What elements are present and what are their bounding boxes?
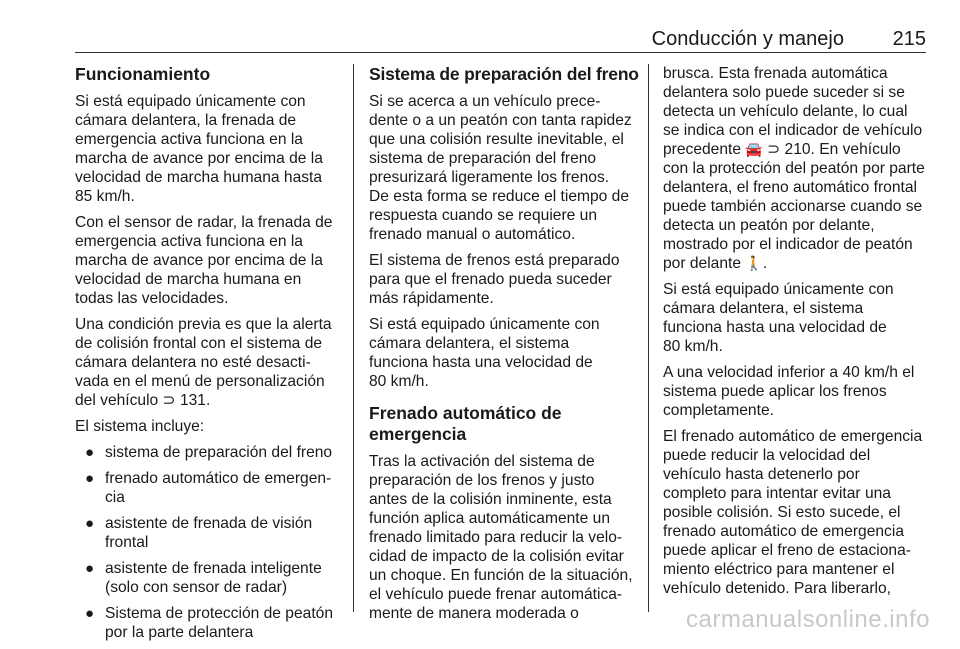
- bullet-icon: ●: [85, 470, 95, 487]
- list-item: [75, 559, 347, 597]
- text-line: que una colisión resulte inevitable, el: [369, 131, 624, 148]
- text-line: velocidad de marcha humana en: [75, 271, 302, 288]
- text-line: De esta forma se reduce el tiempo de: [369, 188, 630, 205]
- text-line: posible colisión. Si esto sucede, el: [663, 504, 901, 521]
- text-line: Con el sensor de radar, la frenada de: [75, 214, 333, 231]
- list-item: [75, 443, 347, 462]
- column-1: [75, 64, 347, 649]
- text-line: puede aplicar el freno de estaciona-: [663, 542, 911, 559]
- bullet-icon: ●: [85, 515, 95, 532]
- text-line: marcha de avance por encima de la: [75, 150, 323, 167]
- text-line: sistema de preparación del freno: [105, 444, 333, 461]
- text-line: presurizará ligeramente los frenos.: [369, 169, 610, 186]
- section-heading-funcionamiento: Funcionamiento: [75, 64, 211, 84]
- paragraph: [369, 315, 635, 391]
- text-line: velocidad de marcha humana hasta: [75, 169, 323, 186]
- text-line: frenado automático de emergencia: [663, 523, 904, 540]
- text-fragment: ⊃ 210. En vehículo: [762, 141, 901, 158]
- text-line: del vehículo ⊃ 131.: [75, 392, 211, 409]
- text-line: 80 km/h.: [369, 373, 429, 390]
- paragraph: [663, 427, 927, 598]
- text-line: cámara delantera, el sistema: [369, 335, 570, 352]
- text-line: frenado manual o automático.: [369, 226, 576, 243]
- text-line: completamente.: [663, 402, 774, 419]
- text-line: por la parte delantera: [105, 624, 254, 641]
- text-line: de colisión frontal con el sistema de: [75, 335, 323, 352]
- feature-list: [75, 443, 347, 642]
- bullet-icon: ●: [85, 605, 95, 622]
- text-line: un choque. En función de la situación,: [369, 567, 633, 584]
- paragraph: El sistema incluye:: [75, 418, 205, 435]
- paragraph: [369, 251, 635, 308]
- text-line: cámara delantera no esté desacti-: [75, 354, 311, 371]
- text-line: Si está equipado únicamente con: [75, 93, 306, 110]
- text-line: miento eléctrico para mantener el: [663, 561, 895, 578]
- list-item: [75, 514, 347, 552]
- column-3: [663, 64, 927, 605]
- page-title: Conducción y manejo: [651, 28, 844, 50]
- text-line: con la protección del peatón por parte: [663, 160, 925, 177]
- text-line: Si se acerca a un vehículo prece-: [369, 93, 601, 110]
- text-line: asistente de frenada inteligente: [105, 560, 322, 577]
- text-line: funciona hasta una velocidad de: [369, 354, 593, 371]
- text-line: Si está equipado únicamente con: [369, 316, 600, 333]
- column-divider: [353, 64, 354, 612]
- page-number: 215: [892, 28, 926, 50]
- column-divider: [648, 64, 649, 612]
- text-line: funciona hasta una velocidad de: [663, 319, 887, 336]
- text-line: 85 km/h.: [75, 188, 135, 205]
- text-line: 80 km/h.: [663, 338, 723, 355]
- column-2: [369, 64, 639, 630]
- text-line: cia: [105, 489, 125, 506]
- text-line: se indica con el indicador de vehículo: [663, 122, 923, 139]
- text-line: completo para intentar evitar una: [663, 485, 891, 502]
- list-item: [75, 469, 347, 507]
- paragraph: [663, 64, 927, 273]
- text-line: El frenado automático de emergencia: [663, 428, 923, 445]
- text-line: detecta un vehículo delante, lo cual: [663, 103, 908, 120]
- bullet-icon: ●: [85, 560, 95, 577]
- text-line: el vehículo puede frenar automática-: [369, 586, 623, 603]
- page-header: [75, 22, 926, 53]
- text-line: A una velocidad inferior a 40 km/h el: [663, 364, 915, 381]
- vehicle-ahead-icon: 🚘: [745, 141, 763, 157]
- text-line: todas las velocidades.: [75, 290, 229, 307]
- section-heading-preparacion-freno: Sistema de preparación del freno: [369, 64, 639, 84]
- text-line: vada en el menú de personalización: [75, 373, 325, 390]
- text-line: antes de la colisión inminente, esta: [369, 491, 612, 508]
- text-line: Tras la activación del sistema de: [369, 453, 595, 470]
- paragraph: [75, 213, 347, 308]
- text-line: [663, 254, 927, 273]
- watermark: carmanualsonline.info: [686, 606, 930, 633]
- heading-line: emergencia: [369, 424, 467, 444]
- text-line: preparación de los frenos y justo: [369, 472, 595, 489]
- text-line: emergencia activa funciona en la: [75, 233, 303, 250]
- text-fragment: por delante: [663, 255, 746, 272]
- paragraph: [369, 92, 635, 244]
- text-line: emergencia activa funciona en la: [75, 131, 303, 148]
- text-line: mostrado por el indicador de peatón: [663, 236, 913, 253]
- paragraph: [369, 452, 635, 623]
- text-line: vehículo detenido. Para liberarlo,: [663, 580, 891, 597]
- text-line: frenado automático de emergen-: [105, 470, 332, 487]
- text-line: delantera, el freno automático frontal: [663, 179, 917, 196]
- text-line: asistente de frenada de visión: [105, 515, 313, 532]
- text-line: cidad de impacto de la colisión evitar: [369, 548, 624, 565]
- text-line: función aplica automáticamente un: [369, 510, 610, 527]
- text-line: Sistema de protección de peatón: [105, 605, 333, 622]
- text-line: brusca. Esta frenada automática: [663, 65, 888, 82]
- text-line: vehículo hasta detenerlo por: [663, 466, 860, 483]
- text-line: respuesta cuando se requiere un: [369, 207, 597, 224]
- bullet-icon: ●: [85, 444, 95, 461]
- text-line: más rápidamente.: [369, 290, 494, 307]
- section-heading-frenado-automatico: [369, 403, 635, 445]
- heading-line: Frenado automático de: [369, 403, 562, 423]
- text-line: marcha de avance por encima de la: [75, 252, 323, 269]
- paragraph: [663, 280, 927, 356]
- text-line: frenado limitado para reducir la velo-: [369, 529, 623, 546]
- text-line: [663, 140, 927, 159]
- text-fragment: precedente: [663, 141, 746, 158]
- text-fragment: .: [762, 255, 768, 272]
- text-line: frontal: [105, 534, 149, 551]
- text-line: para que el frenado pueda suceder: [369, 271, 612, 288]
- text-line: puede reducir la velocidad del: [663, 447, 871, 464]
- text-line: detecta un peatón por delante,: [663, 217, 875, 234]
- text-line: Una condición previa es que la alerta: [75, 316, 332, 333]
- text-line: sistema de preparación del freno: [369, 150, 597, 167]
- text-line: Si está equipado únicamente con: [663, 281, 894, 298]
- paragraph: [75, 315, 347, 410]
- pedestrian-icon: 🚶: [745, 255, 763, 271]
- text-line: (solo con sensor de radar): [105, 579, 288, 596]
- text-line: puede también accionarse cuando se: [663, 198, 923, 215]
- text-line: sistema puede aplicar los frenos: [663, 383, 887, 400]
- text-line: mente de manera moderada o: [369, 605, 579, 622]
- paragraph: [663, 363, 927, 420]
- text-line: El sistema de frenos está preparado: [369, 252, 620, 269]
- paragraph: [75, 92, 347, 206]
- text-line: cámara delantera, la frenada de: [75, 112, 297, 129]
- text-line: delantera solo puede suceder si se: [663, 84, 905, 101]
- text-line: dente o a un peatón con tanta rapidez: [369, 112, 632, 129]
- text-line: cámara delantera, el sistema: [663, 300, 864, 317]
- list-item: [75, 604, 347, 642]
